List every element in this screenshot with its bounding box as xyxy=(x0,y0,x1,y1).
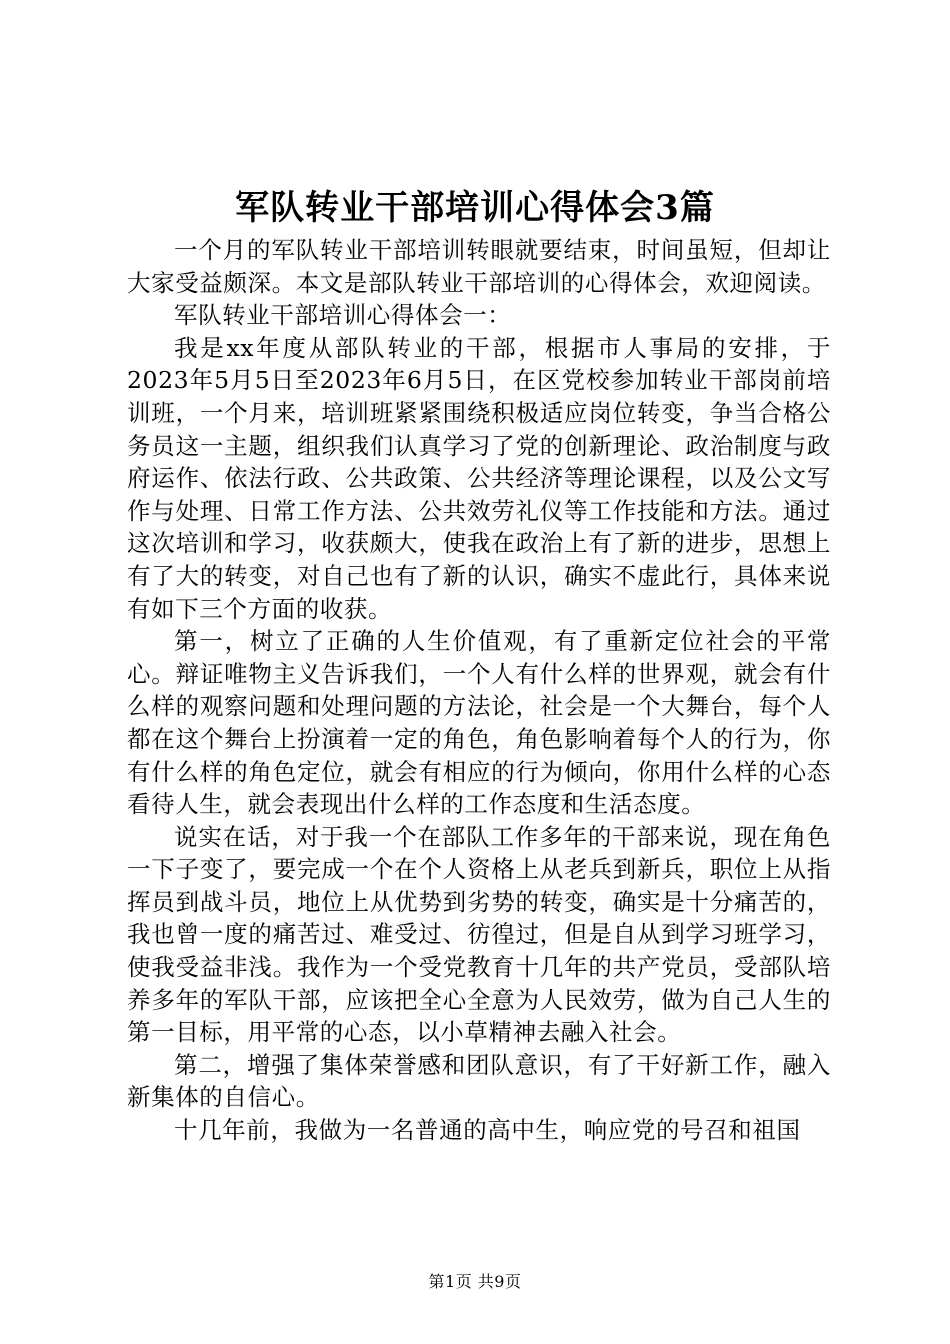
paragraph-continuation: 十几年前，我做为一名普通的高中生，响应党的号召和祖国 xyxy=(174,1116,801,1145)
paragraph-background: 我是xx年度从部队转业的干部，根据市人事局的安排，于2023年5月5日至2023年6月5日，在区党校参加转业干部岗前培训班，一个月来，培训班紧紧围绕积极适应岗位转变，争当合格公务员这一主题，组织我们认真学习了党的创新理论、政治制度与政府运作、依法行政、公共政策、公共经济等理论课程，以及公文写作与处理、日常工作方法、公共效劳礼仪等工作技能和方法。通过这次培训和学习，收获颇大，使我在政治上有了新的进步，思想上有了大的转变，对自己也有了新的认识，确实不虚此行，具体来说有如下三个方面的收获。 xyxy=(127,333,831,623)
document-title: 军队转业干部培训心得体会3篇 xyxy=(235,188,715,228)
document-body xyxy=(127,234,831,1147)
paragraph-first-point: 第一，树立了正确的人生价值观，有了重新定位社会的平常心。辩证唯物主义告诉我们，一个人有什么样的世界观，就会有什么样的观察问题和处理问题的方法论，社会是一个大舞台，每个人都在这个舞台上扮演着一定的角色，角色影响着每个人的行为，你有什么样的角色定位，就会有相应的行为倾向，你用什么样的心态看待人生，就会表现出什么样的工作态度和生活态度。 xyxy=(127,627,831,819)
paragraph-section-heading: 军队转业干部培训心得体会一： xyxy=(174,301,512,330)
paragraph-intro: 一个月的军队转业干部培训转眼就要结束，时间虽短，但却让大家受益颇深。本文是部队转业干部培训的心得体会，欢迎阅读。 xyxy=(127,236,831,297)
paragraph-second-point: 第二，增强了集体荣誉感和团队意识，有了干好新工作，融入新集体的自信心。 xyxy=(127,1050,831,1112)
page-footer: 第1页 共9页 xyxy=(428,1272,522,1291)
paragraph-reflection: 说实在话，对于我一个在部队工作多年的干部来说，现在角色一下子变了，要完成一个在个人资格上从老兵到新兵，职位上从指挥员到战斗员，地位上从优势到劣势的转变，确实是十分痛苦的，我也曾一度的痛苦过、难受过、彷徨过，但是自从到学习班学习，使我受益非浅。我作为一个受党教育十几年的共产党员，受部队培养多年的军队干部，应该把全心全意为人民效劳，做为自己人生的第一目标，用平常的心态，以小草精神去融入社会。 xyxy=(127,822,831,1047)
